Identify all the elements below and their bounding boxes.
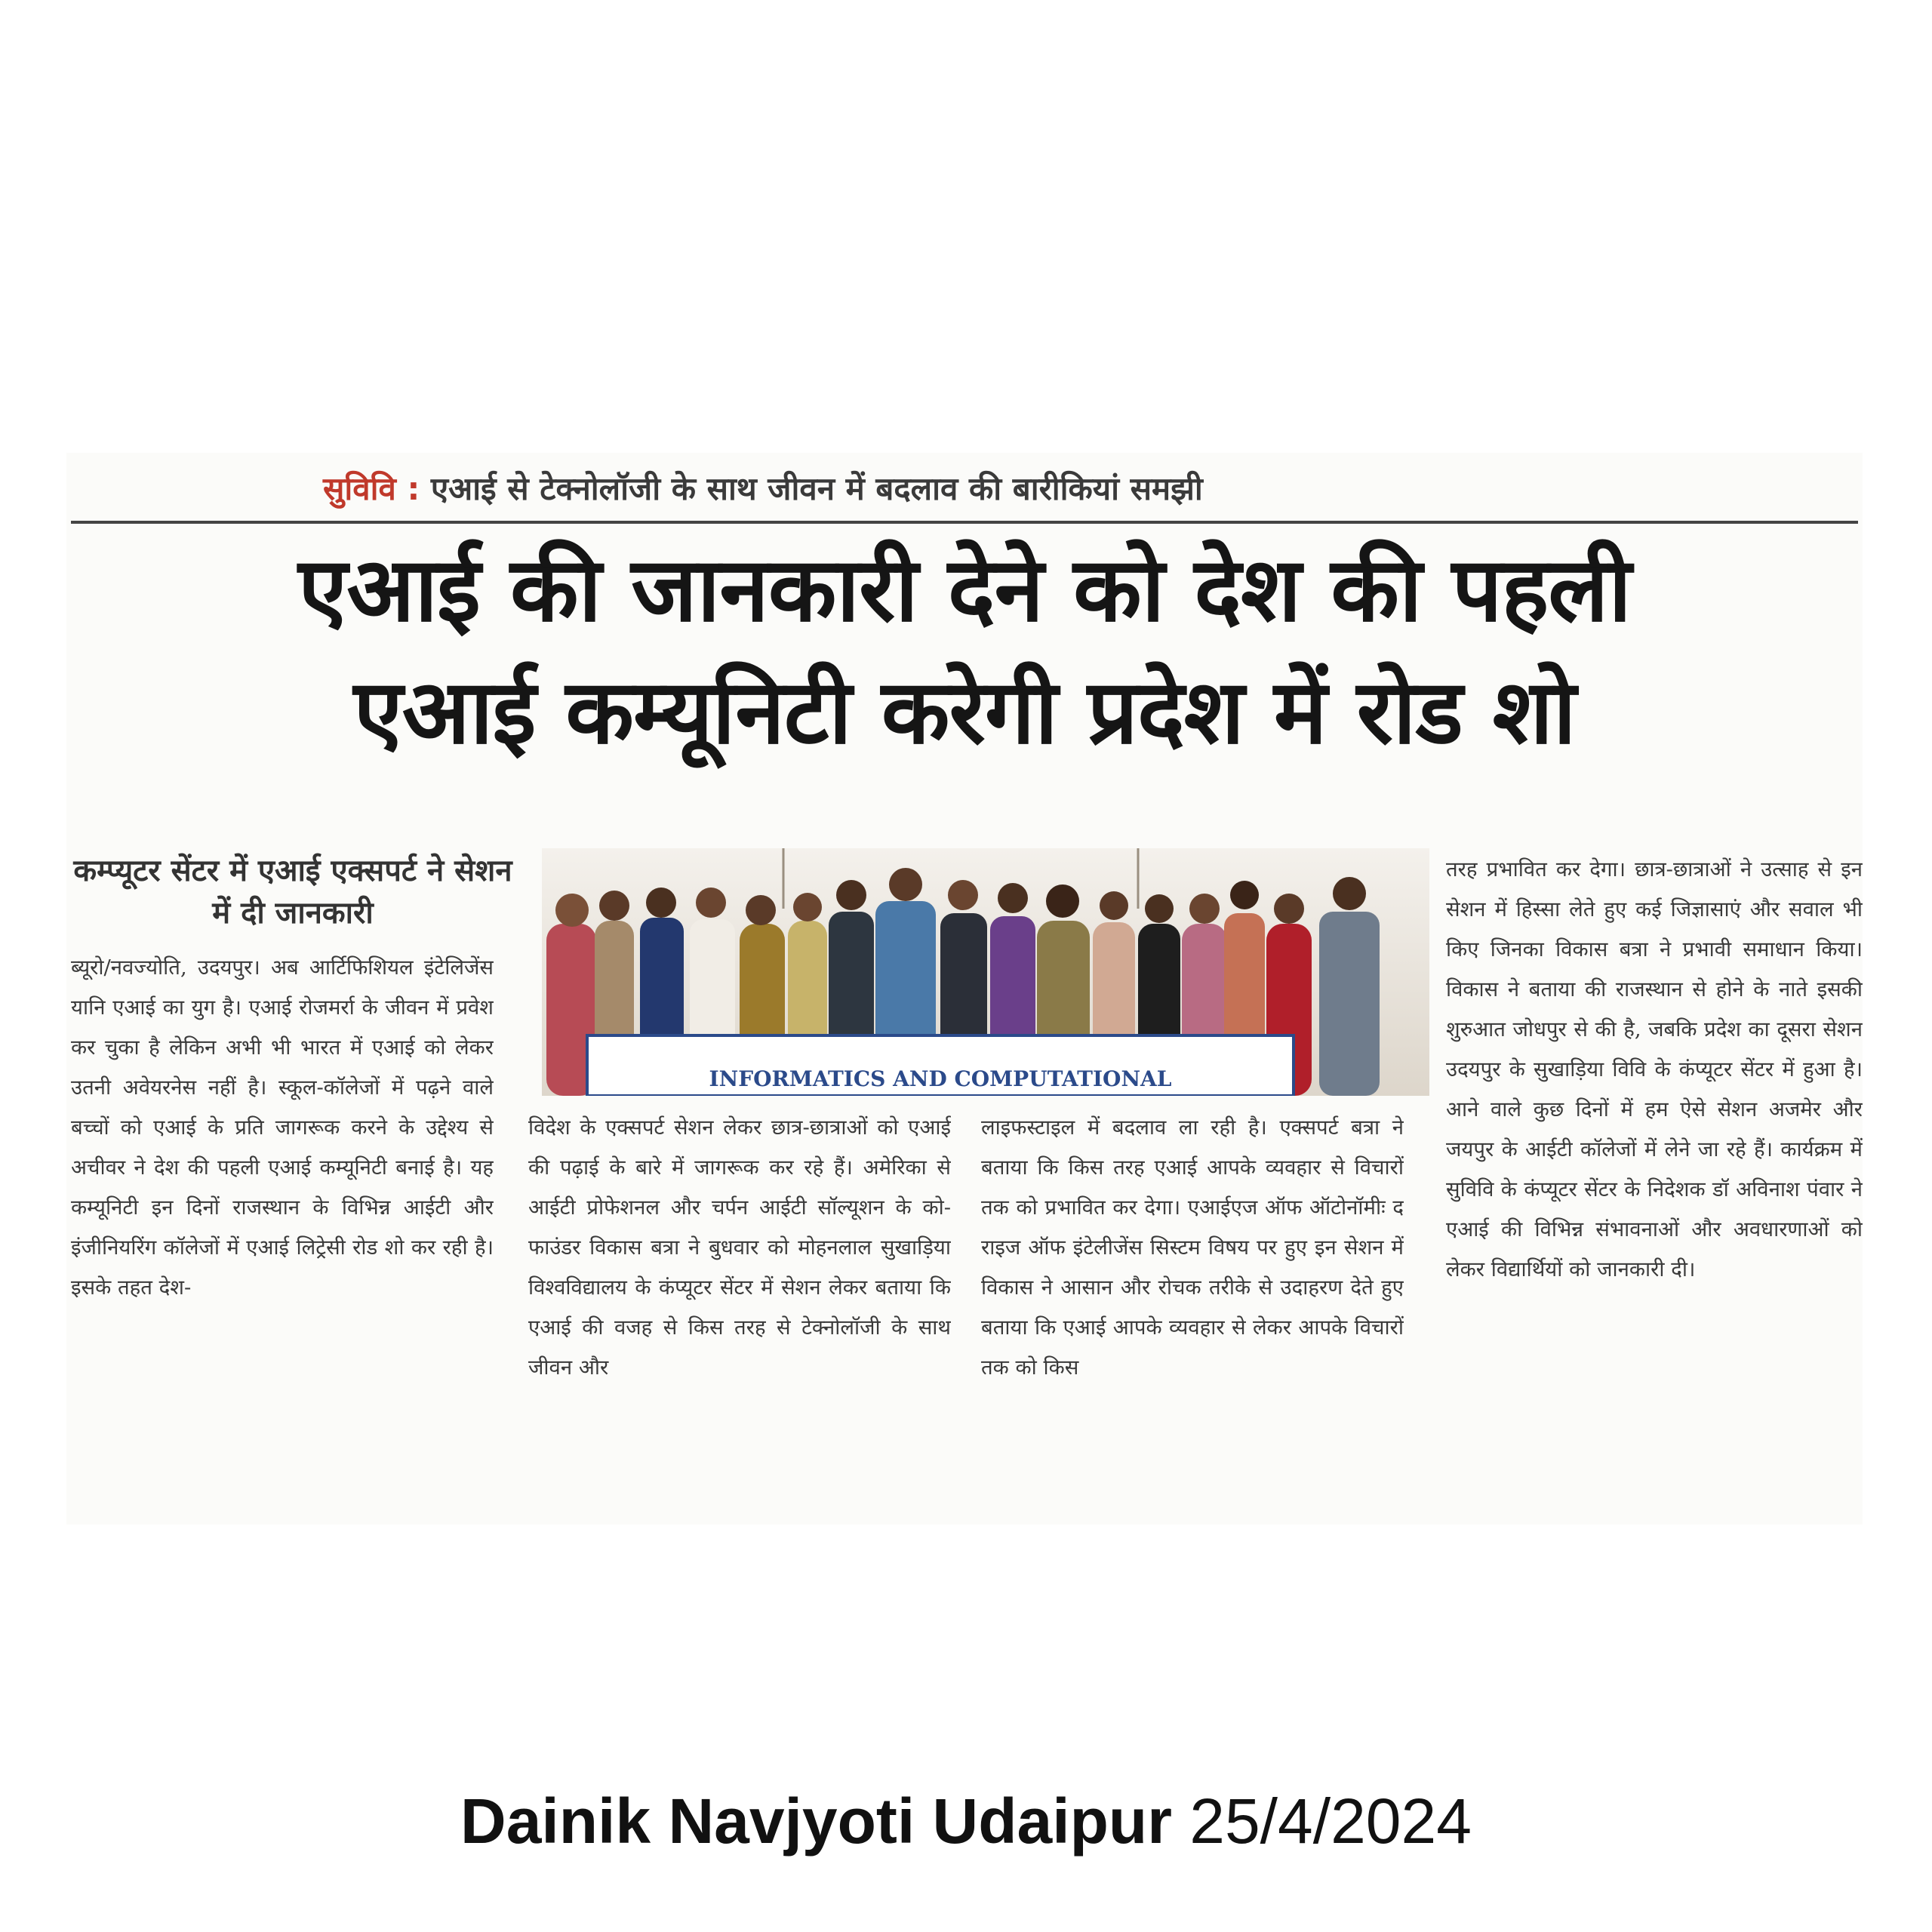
subheadline: कम्प्यूटर सेंटर में एआई एक्सपर्ट ने सेशन में दी जानकारी bbox=[73, 854, 512, 931]
article-column-3: लाइफस्टाइल में बदलाव ला रही है। एक्सपर्ट बत्रा ने बताया कि किस तरह एआई आपके व्यवहार से विचारों तक को प्रभावित कर देगा। एआईएज ऑफ ऑटोनॉमीः द राइज ऑफ इंटेलीजेंस सिस्टम विषय पर हुए इन सेशन में विकास ने आसान और रोचक तरीके से उदाहरण देते हुए बताया कि एआई आपके व्यवहार से लेकर आपके विचारों तक को किस bbox=[981, 1115, 1404, 1380]
newspaper-clipping bbox=[66, 453, 1863, 1524]
article-column-1: ब्यूरो/नवज्योति, उदयपुर। अब आर्टिफिशियल इंटेलिजेंस यानि एआई का युग है। एआई रोजमर्रा के जीवन में प्रवेश कर चुका है लेकिन अभी भी भारत में एआई को लेकर उतनी अवेयरनेस नहीं है। स्कूल-कॉलेजों में पढ़ने वाले बच्चों को एआई के प्रति जागरूक करने के उद्देश्य से अचीवर ने देश की पहली एआई कम्यूनिटी बनाई है। यह कम्यूनिटी इन दिनों राजस्थान के विभिन्न आईटी और इंजीनियरिंग कॉलेजों में एआई लिट्रेसी रोड शो कर रही है। इसके तहत देश- bbox=[71, 955, 494, 1300]
kicker-tag: सुविवि : bbox=[323, 470, 420, 507]
article-column-4: तरह प्रभावित कर देगा। छात्र-छात्राओं ने उत्साह से इन सेशन में हिस्सा लेते हुए कई जिज्ञासाएं और सवाल भी किए जिनका विकास बत्रा ने प्रभावी समाधान किया। विकास ने बताया की राजस्थान से होने के नाते इसकी शुरुआत जोधपुर से की है, जबकि प्रदेश का दूसरा सेशन उदयपुर के सुखाड़िया विवि के कंप्यूटर सेंटर में हुआ है। आने वाले कुछ दिनों में हम ऐसे सेशन अजमेर और जयपुर के आईटी कॉलेजों में लेने जा रहे हैं। कार्यक्रम में सुविवि के कंप्यूटर सेंटर के निदेशक डॉ अविनाश पंवार ने एआई की विभिन्न संभावनाओं और अवधारणाओं को लेकर विद्यार्थियों को जानकारी दी। bbox=[1446, 857, 1863, 1281]
kicker-text: एआई से टेक्नोलॉजी के साथ जीवन में बदलाव की बारीकियां समझी bbox=[420, 470, 1203, 507]
headline bbox=[66, 528, 1863, 773]
kicker-line bbox=[323, 466, 1757, 509]
source-caption bbox=[0, 1785, 1932, 1858]
group-photo-illustration bbox=[542, 848, 1429, 1096]
headline-line-2: एआई कम्यूनिटी करेगी प्रदेश में रोड शो bbox=[353, 660, 1576, 764]
news-photo bbox=[542, 848, 1429, 1096]
publication-date: 25/4/2024 bbox=[1189, 1786, 1472, 1857]
article-column-2: विदेश के एक्सपर्ट सेशन लेकर छात्र-छात्राओं को एआई की पढ़ाई के बारे में जागरूक कर रहे हैं। अमेरिका से आईटी प्रोफेशनल और चर्पन आईटी सॉल्यूशन के को-फाउंडर विकास बत्रा ने बुधवार को मोहनलाल सुखाड़िया विश्वविद्यालय के कंप्यूटर सेंटर में सेशन लेकर बताया कि एआई की वजह से किस तरह से टेक्नोलॉजी के साथ जीवन और bbox=[528, 1115, 951, 1380]
photo-banner-text: INFORMATICS AND COMPUTATIONAL bbox=[709, 1066, 1172, 1091]
kicker-rule bbox=[71, 521, 1858, 524]
headline-line-1: एआई की जानकारी देने को देश की पहली bbox=[298, 537, 1631, 641]
publication-name: Dainik Navjyoti Udaipur bbox=[460, 1786, 1172, 1857]
